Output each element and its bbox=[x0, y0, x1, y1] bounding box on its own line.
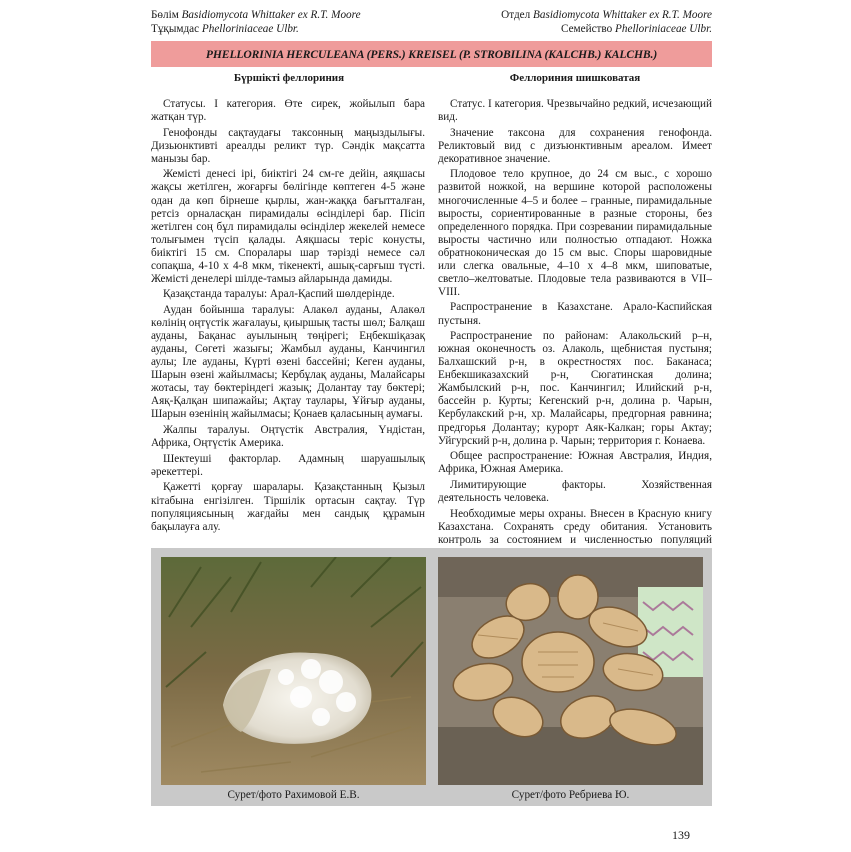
paragraph: Необходимые меры охраны. Внесен в Красную книгу Казахстана. Сохранять среду обитания. Установить контроль за состоянием и численностью популяций bbox=[438, 507, 712, 546]
paragraph: Плодовое тело крупное, до 24 см выс., с хорошо развитой ножкой, на вершине которой расположены многочисленные 4–5 и более – гранные, пирамидальные выросты, сориентированные в разные стороны, без определенного порядка. При созревании пирамидальные выросты частично или полностью отпадают. Ножка обратноконическая до 15 см выс. Споры шаровидные или слегка овальные, 4–10 х 4–8 мкм, шиповатые, светло–желтоватые. Плодовые тела развиваются в VII– VIII. bbox=[438, 168, 712, 298]
common-name-kz: Бүршікті феллориния bbox=[233, 72, 345, 84]
paragraph: Қазақстанда таралуы: Арал-Қаспий шөлдерінде. bbox=[163, 288, 395, 301]
header-division-ru: Отдел Basidiomycota Whittaker ex R.T. Moore bbox=[501, 9, 712, 21]
header-right bbox=[501, 8, 712, 36]
photo-panel bbox=[151, 548, 712, 806]
paragraph: Жалпы таралуы. Оңтүстік Австралия, Үндістан, Африка, Оңтүстік Америка. bbox=[151, 424, 425, 450]
photo-caption: Сурет/фото Рахимовой Е.В. bbox=[227, 789, 360, 801]
paragraph: Шектеуші факторлар. Адамның шаруашылық әрекеттері. bbox=[151, 452, 425, 478]
photo-mushroom-in-grass bbox=[161, 557, 426, 785]
paragraph: Лимитирующие факторы. Хозяйственная деятельность человека. bbox=[438, 478, 712, 504]
paragraph: Общее распространение: Южная Австралия, Индия, Африка, Южная Америка. bbox=[438, 450, 712, 476]
text-column-kz bbox=[151, 98, 425, 536]
paragraph: Қажетті қорғау шаралары. Қазақстанның Қызыл кітабына енгізілген. Тіршілік ортасын сақтау. Түр популяциясының жағдайы мен сандық құрамын бақылауға алу. bbox=[151, 481, 425, 533]
header-left bbox=[151, 8, 361, 36]
header-family-ru: Семейство Phelloriniaceae Ulbr. bbox=[560, 23, 712, 35]
photo-caption: Сурет/фото Ребриева Ю. bbox=[511, 789, 630, 801]
paragraph: Статус. I категория. Чрезвычайно редкий, исчезающий вид. bbox=[438, 98, 712, 124]
header-family-kz: Тұқымдас Phelloriniaceae Ulbr. bbox=[151, 23, 299, 35]
paragraph: Жемісті денесі ірі, биіктігі 24 см-ге дейін, аяқшасы жақсы жетілген, жоғарғы бөлігінде көптеген 4-5 және одан да көп бірнеше қырлы, жан-жаққа бағытталған, ретсіз орналасқан пирамидалы өсінділері бар. Пісіп жетілген соң бұл пирамидалы өсінділер жекелей немесе толығымен түсіп қалады. Аяқшасы теріс конусты, биіктігі 15 см. Споралары шар тәрізді немесе сәл сопақша, 4-10 х 4-8 мкм, тікенекті, ашық-сарғыш түсті. Жемісті денелері шілде-тамыз айларында дамиды. bbox=[151, 168, 425, 285]
paragraph: Статусы. I категория. Өте сирек, жойылып бара жатқан түр. bbox=[151, 98, 425, 124]
paragraph: Генофонды сақтаудағы таксонның маңыздылығы. Дизьюнктивті ареалды реликт түр. Сәндік мақсатта манызы бар. bbox=[151, 126, 425, 165]
text-column-ru bbox=[438, 98, 712, 562]
paragraph: Значение таксона для сохранения генофонда. Реликтовый вид с дизъюнктивным ареалом. Имеет декоративное значение. bbox=[438, 126, 712, 165]
paragraph: Распространение по районам: Алакольский р–н, южная оконечность оз. Алаколь, щебнистая пустыня; Балхашский р-н, в окрестностях пос. Баканаса; Енбекшиказахский р-н, Сюгатинская долина; Жамбылский р-н, пос. Канчингил; Илийский р-н, бассейн р. Курты; Кегенский р-н, долина р. Чарын, Кербулакский р-н, хр. Малайсары, предгорная равнина; предгорья Долантау; курорт Аяк-Калкан; горы Актау; Уйгурский р-н, долина р. Чарын; территория г. Конаева. bbox=[438, 330, 712, 447]
species-title: PHELLORINIA HERCULEANA (PERS.) KREISEL (P. STROBILINA (KALCHB.) KALCHB.) bbox=[151, 41, 712, 67]
paragraph: Аудан бойынша таралуы: Алакөл ауданы, Алакөл көлінің оңтүстік жағалауы, қиыршық тасты шөл; Балқаш ауданы, Бақанас ауылының төңірегі; Еңбекшіқазақ ауданы, Сөгеті жазығы; Жамбыл ауданы, Канчингил аулы; Іле ауданы, Күрті өзені бассейні; Кеген ауданы, Шарын өзені жайылмасы; Кербұлақ ауданы, Малайсары жотасы, тау бөктеріндегі жазық; Долантау тау бөктері; Аяқ-Қалқан шипажайы; Ақтау таулары, Ұйғыр ауданы, Шарын өзенінің жайылмасы; Қонаев қаласының аумағы. bbox=[151, 304, 425, 421]
paragraph: Распространение в Казахстане. Арало-Каспийская пустыня. bbox=[438, 301, 712, 327]
common-name-ru: Феллориния шишковатая bbox=[509, 72, 641, 84]
page-number: 139 bbox=[672, 828, 690, 842]
photo-mushroom-closeup bbox=[438, 557, 703, 785]
header-division-kz: Бөлім Basidiomycota Whittaker ex R.T. Moore bbox=[151, 9, 361, 21]
